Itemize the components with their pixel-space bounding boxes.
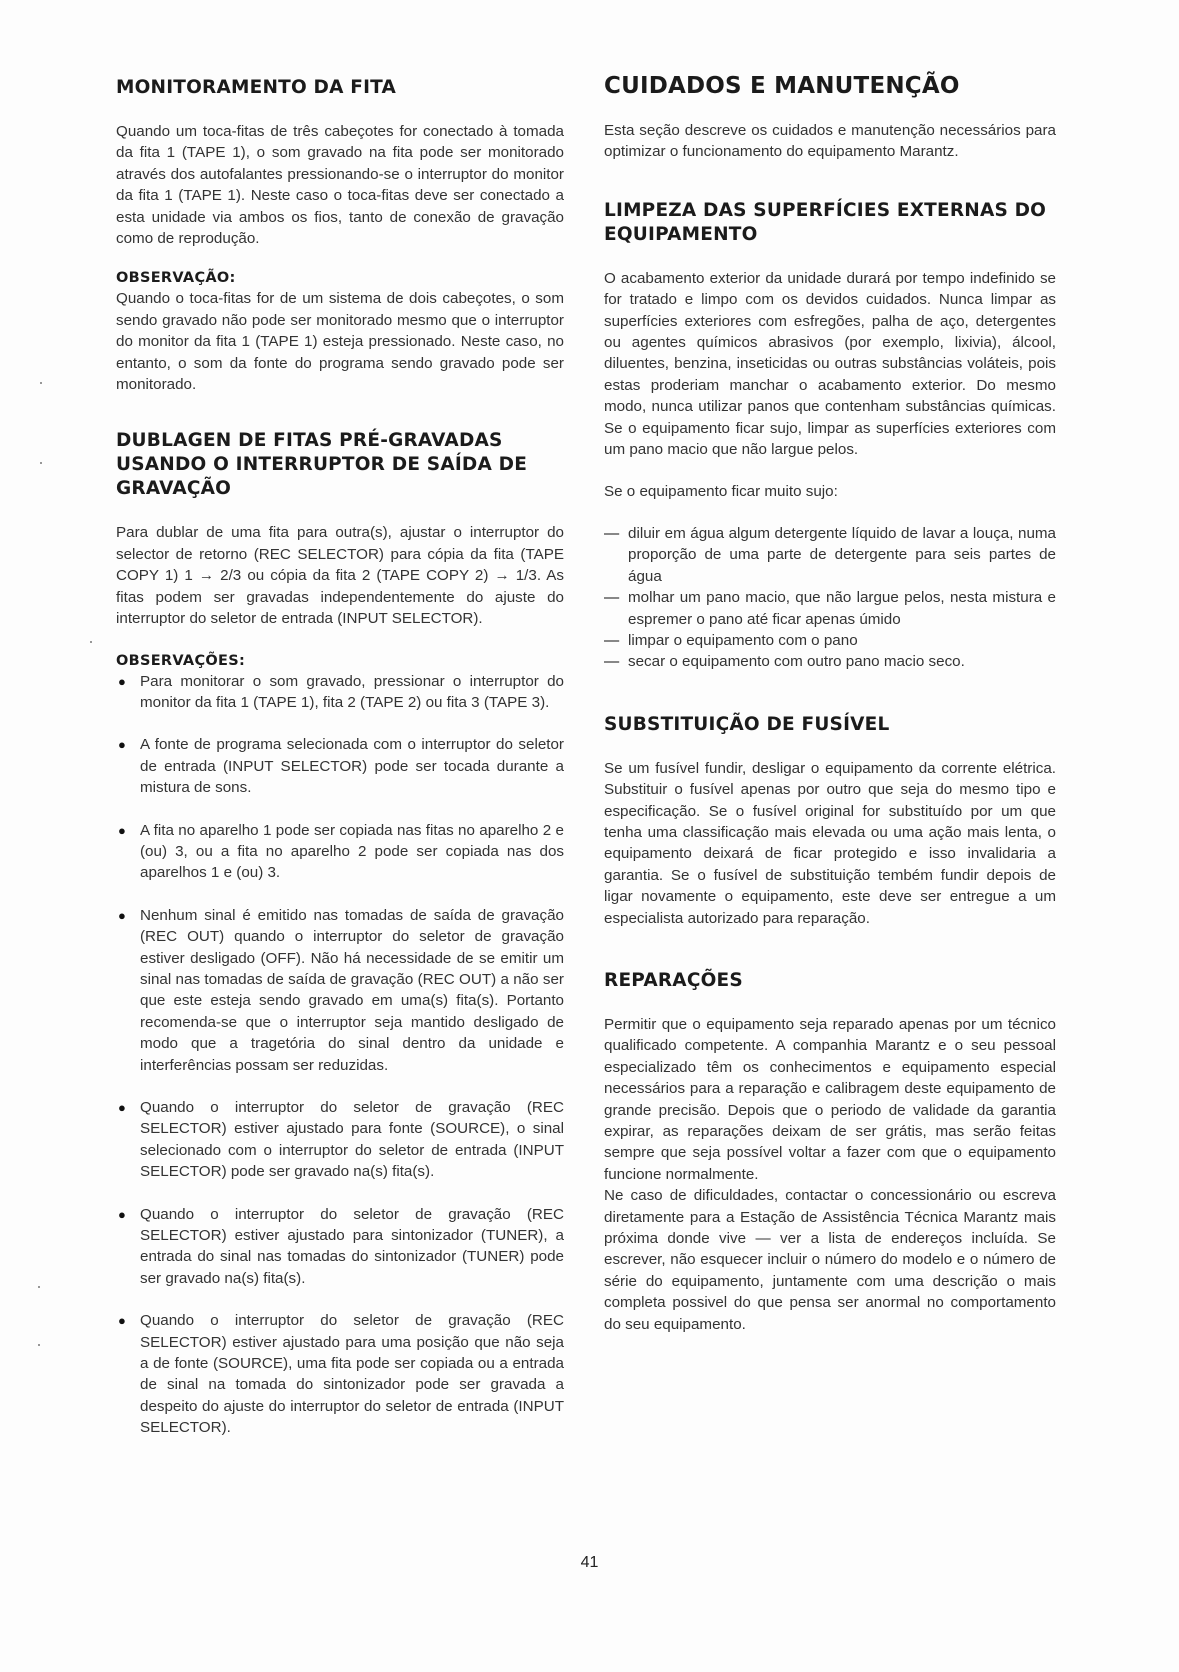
dash-icon: — <box>604 631 620 649</box>
dash-icon: — <box>604 524 620 542</box>
section-dublagem <box>116 429 564 1438</box>
heading-reparacoes: REPARAÇÕES <box>604 969 743 991</box>
paragraph-fusivel: Se um fusível fundir, desligar o equipamento da corrente elétrica. Substituir o fusível apenas por outro que seja do mesmo tipo e especificação. Se o fusível original for substituído por um que tenha uma classificação mais elevada ou uma ação mais lenta, o equipamento deixará de ficar protegido e isso invalidaria a garantia. Se o fusível de substituição tembém fundir depois de ligar novamente o equipamento, este deve ser entregue a um especialista autorizado para reparação. <box>604 759 1056 927</box>
list-item: ● A fita no aparelho 1 pode ser copiada nas fitas no aparelho 2 e (ou) 3, ou a fita no aparelho 2 pode ser copiada nas dos aparelhos 1 e (ou) 3. <box>118 821 564 882</box>
list-item: ● Quando o interruptor do seletor de gravação (REC SELECTOR) estiver ajustado para uma posição que não seja a de fonte (SOURCE), uma fita pode ser copiada ou a entrada de sinal na tomada do sintonizador pode ser gravada a despeito do ajuste do interruptor do seletor de entrada (INPUT SELECTOR). <box>118 1312 564 1437</box>
scan-speck <box>40 462 42 464</box>
list-item: — limpar o equipamento com o pano <box>604 630 1056 651</box>
left-column <box>116 72 564 1439</box>
scan-speck <box>40 382 42 384</box>
list-item: — secar o equipamento com outro pano macio seco. <box>604 651 1056 672</box>
dash-icon: — <box>604 589 620 607</box>
scan-speck <box>90 641 92 643</box>
list-item: ● A fonte de programa selecionada com o interruptor do seletor de entrada (INPUT SELECTOR) pode ser tocada durante a mistura de sons. <box>118 736 564 797</box>
list-item: ● Para monitorar o som gravado, pressionar o interruptor do monitor da fita 1 (TAPE 1), fita 2 (TAPE 2) ou fita 3 (TAPE 3). <box>118 672 564 711</box>
list-item: ● Nenhum sinal é emitido nas tomadas de saída de gravação (REC OUT) quando o interruptor do seletor de gravação estiver desligado (OFF). Não há necessidade de se emitir um sinal nas tomadas de saída de gravação (REC OUT) a não ser que este esteja sendo gravado em uma(s) fita(s). Portanto recomenda-se que o interruptor seja mantido desligado de modo que a tragetória do sinal dentro da unidade e interferências possam ser reduzidas. <box>118 906 564 1074</box>
heading-cuidados: CUIDADOS E MANUTENÇÃO <box>604 73 960 99</box>
notes-list <box>116 671 564 1439</box>
heading-monitoramento: MONITORAMENTO DA FITA <box>116 77 397 98</box>
section-fusivel <box>604 713 1056 929</box>
bullet-icon: ● <box>118 673 126 689</box>
paragraph-muito-sujo: Se o equipamento ficar muito sujo: <box>604 483 838 501</box>
right-column <box>604 72 1056 1335</box>
heading-observacoes: OBSERVAÇÕES: <box>116 652 246 669</box>
section-reparacoes <box>604 969 1056 1335</box>
paragraph-limpeza: O acabamento exterior da unidade durará por tempo indefinido se for tratado e limpo com os devidos cuidados. Nunca limpar as superfícies exteriores com esfregões, palha de aço, detergentes ou agentes químicos abrasivos (por exemplo, lixivia), álcool, diluentes, benzina, inseticidas ou outras substâncias voláteis, pois estas proderiam manchar o acabamento exterior. Do mesmo modo, nunca utilizar panos que contenham substâncias químicas. Se o equipamento ficar sujo, limpar as superfícies exteriores com um pano macio que não largue pelos. <box>604 269 1056 459</box>
paragraph-cuidados: Esta seção descreve os cuidados e manutenção necessários para optimizar o funcionamento do equipamento Marantz. <box>604 122 1056 161</box>
paragraph-dublagem: Para dublar de uma fita para outra(s), ajustar o interruptor do selector de retorno (REC SELECTOR) para cópia da fita (TAPE COPY 1) 1 → 2/3 ou cópia da fita 2 (TAPE COPY 2) → 1/3. As fitas podem ser gravadas independentemente do ajuste do interruptor do seletor de entrada (INPUT SELECTOR). <box>116 524 564 628</box>
heading-observacao: OBSERVAÇÃO: <box>116 270 236 287</box>
section-monitoramento <box>116 76 564 395</box>
bullet-icon: ● <box>118 822 126 838</box>
page-number: 41 <box>580 1554 599 1571</box>
heading-dublagem: DUBLAGEN DE FITAS PRÉ-GRAVADAS USANDO O INTERRUPTOR DE SAÍDA DE GRAVAÇÃO <box>116 430 528 500</box>
list-item: ● Quando o interruptor do seletor de gravação (REC SELECTOR) estiver ajustado para sintonizador (TUNER), a entrada do sinal nas tomadas do sintonizador (TUNER) pode ser gravado na(s) fita(s). <box>118 1205 564 1287</box>
heading-fusivel: SUBSTITUIÇÃO DE FUSÍVEL <box>604 713 890 735</box>
section-cuidados <box>604 72 1056 163</box>
paragraph-observacao: Quando o toca-fitas for de um sistema de dois cabeçotes, o som sendo gravado não pode ser monitorado mesmo que o interruptor do monitor da fita 1 (TAPE 1) esteja pressionado. Neste caso, no entanto, o som da fonte do programa sendo gravado pode ser monitorado. <box>116 290 564 394</box>
paragraph-reparacoes-1: Permitir que o equipamento seja reparado apenas por um técnico qualificado competente. A companhia Marantz e o seu pessoal especializado têm os conhecimentos e equipamento especial necessários para a reparação e calibragem deste equipamento de grande precisão. Depois que o periodo de validade da garantia expirar, as reparações deixam de ser grátis, mas serão feitas sempre que seja possível voltar a fazer com que o equipamento funcione normalmente. <box>604 1015 1056 1183</box>
bullet-icon: ● <box>118 737 126 753</box>
cleaning-steps-list <box>604 523 1056 673</box>
list-item: — molhar um pano macio, que não largue pelos, nesta mistura e espremer o pano até ficar apenas úmido <box>604 589 1056 628</box>
list-item: ● Quando o interruptor do seletor de gravação (REC SELECTOR) estiver ajustado para fonte (SOURCE), o sinal selecionado com o interruptor do seletor de entrada (INPUT SELECTOR) pode ser gravado na(s) fita(s). <box>118 1099 564 1181</box>
scan-speck <box>38 1286 40 1288</box>
bullet-icon: ● <box>118 1206 126 1222</box>
heading-limpeza: LIMPEZA DAS SUPERFÍCIES EXTERNAS DO EQUIPAMENTO <box>604 199 1047 245</box>
scan-speck <box>38 1344 40 1346</box>
paragraph-monitoramento: Quando um toca-fitas de três cabeçotes for conectado à tomada da fita 1 (TAPE 1), o som gravado na fita pode ser monitorado através dos autofalantes pressionando-se o interruptor do monitor da fita 1 (TAPE 1). Neste caso o toca-fitas deve ser conectado a esta unidade via ambos os fios, tanto de conexão de gravação como de reprodução. <box>116 123 564 248</box>
dash-icon: — <box>604 653 620 671</box>
bullet-icon: ● <box>118 1100 126 1115</box>
section-limpeza <box>604 199 1056 673</box>
paragraph-reparacoes-2: Ne caso de dificuldades, contactar o concessionário ou escreva diretamente para a Estação de Assistência Técnica Marantz mais próxima donde vive — ver a lista de endereços incluída. Se escrever, não esquecer incluir o número do modelo e o número de série do equipamento, juntamente com uma descrição o mais completa possivel do que pensa ser anormal no comportamento do seu equipamento. <box>604 1187 1056 1333</box>
bullet-icon: ● <box>118 1313 126 1329</box>
bullet-icon: ● <box>118 907 126 923</box>
list-item: — diluir em água algum detergente líquido de lavar a louça, numa proporção de uma parte de detergente para seis partes de água <box>604 524 1056 585</box>
